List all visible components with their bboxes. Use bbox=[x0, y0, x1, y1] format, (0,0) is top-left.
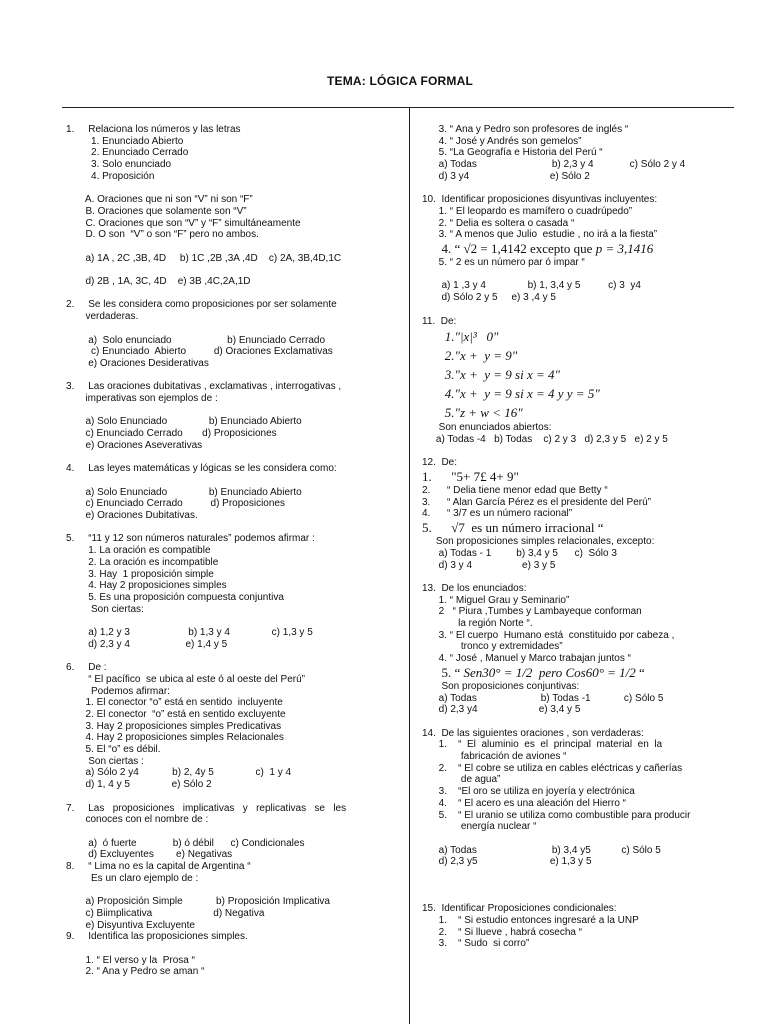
text-line bbox=[66, 884, 388, 896]
q9-continuation bbox=[422, 124, 762, 241]
text-line: a) Todas b) 2,3 y 4 c) Sólo 2 y 4 bbox=[422, 159, 686, 171]
q12-items bbox=[422, 485, 762, 520]
text-line: 1. Relaciona los números y las letras bbox=[66, 124, 241, 135]
text-line: 3. “El oro se utiliza en joyería y electrónica bbox=[422, 786, 635, 798]
text-line: a) Todas b) Todas -1 c) Sólo 5 bbox=[422, 692, 664, 704]
text-line: a) Todas b) 3,4 y5 c) Sólo 5 bbox=[422, 844, 661, 856]
text-line: d) 2B , 1A, 3C, 4D e) 3B ,4C,2A,1D bbox=[66, 276, 251, 288]
text-line: Son ciertas: bbox=[66, 603, 144, 615]
text-line bbox=[66, 826, 388, 838]
text-line: 1. “ Miguel Grau y Seminario” bbox=[422, 594, 570, 606]
text-line bbox=[422, 716, 762, 728]
text-line: 4."x + y = 9 si x = 4 y y = 5" bbox=[422, 386, 600, 402]
q10-answers bbox=[422, 257, 762, 327]
text-line: d) 1, 4 y 5 e) Sólo 2 bbox=[66, 779, 212, 791]
text-line: 15. Identificar Proposiciones condicionales: bbox=[422, 903, 617, 915]
text-line: 2."x + y = 9" bbox=[422, 348, 518, 364]
q12-item-5: 5. √7 es un número irracional “ bbox=[422, 520, 604, 536]
text-line: de agua” bbox=[422, 774, 501, 786]
text-line bbox=[422, 269, 762, 281]
q12-item-1: 1. "5+ 7£ 4+ 9" bbox=[422, 469, 519, 484]
q11-answers bbox=[422, 422, 762, 469]
text-line: 2. “ Ana y Pedro se aman “ bbox=[66, 966, 205, 978]
text-line: a) Solo enunciado b) Enunciado Cerrado bbox=[66, 334, 326, 346]
left-column bbox=[66, 124, 388, 978]
text-line bbox=[422, 833, 762, 845]
text-line bbox=[422, 446, 762, 458]
text-line: a) 1 ,3 y 4 b) 1, 3,4 y 5 c) 3 y4 bbox=[422, 280, 641, 292]
text-line: la región Norte “. bbox=[422, 618, 533, 630]
text-line: a) Proposición Simple b) Proposición Implicativa bbox=[66, 896, 330, 908]
text-line: c) Enunciado Cerrado d) Proposiciones bbox=[66, 498, 285, 510]
text-line: C. Oraciones que son “V” y “F” simultáneamente bbox=[66, 217, 301, 229]
right-column bbox=[422, 124, 762, 950]
text-line: a) Sólo 2 y4 b) 2, 4y 5 c) 1 y 4 bbox=[66, 767, 292, 779]
text-line: 1. “ El verso y la Prosa “ bbox=[66, 954, 195, 966]
text-line: 4. “ El acero es una aleación del Hierro “ bbox=[422, 797, 626, 809]
q12-q13-items bbox=[422, 536, 762, 665]
text-line bbox=[66, 615, 388, 627]
text-line: 5. Es una proposición compuesta conjuntiva bbox=[66, 591, 284, 603]
text-line: “ El pacífico se ubica al este ó al oeste del Perú” bbox=[66, 673, 306, 685]
text-line bbox=[422, 183, 762, 195]
text-line: 3. Hay 1 proposición simple bbox=[66, 568, 214, 580]
text-line: d) 2,3 y 4 e) 1,4 y 5 bbox=[66, 638, 228, 650]
text-line: Son enunciados abiertos: bbox=[422, 422, 552, 434]
text-line bbox=[66, 288, 388, 300]
column-divider bbox=[409, 107, 410, 1024]
text-line: a) ó fuerte b) ó débil c) Condicionales bbox=[66, 837, 305, 849]
header-rule bbox=[62, 107, 734, 108]
text-line: a) Todas -4 b) Todas c) 2 y 3 d) 2,3 y 5 e) 2 y 5 bbox=[422, 433, 668, 445]
text-line: 1. “ El leopardo es mamífero o cuadrúpedo” bbox=[422, 205, 633, 217]
text-line: d) Excluyentes e) Negativas bbox=[66, 849, 233, 861]
text-line: a) Solo Enunciado b) Enunciado Abierto bbox=[66, 486, 302, 498]
q14-q15-items bbox=[422, 681, 762, 950]
text-line: c) Biimplicativa d) Negativa bbox=[66, 907, 265, 919]
page-title: TEMA: LÓGICA FORMAL bbox=[326, 74, 473, 88]
text-line: 2. La oración es incompatible bbox=[66, 556, 219, 568]
text-line: 12. De: bbox=[422, 457, 458, 469]
text-line: 2 “ Piura ,Tumbes y Lambayeque conforman bbox=[422, 606, 642, 618]
text-line: fabricación de aviones “ bbox=[422, 751, 567, 763]
text-line: 3. “ El cuerpo Humano está constituido por cabeza , bbox=[422, 629, 675, 641]
text-line bbox=[422, 891, 762, 903]
text-line bbox=[66, 943, 388, 955]
text-line: 4. “ 3/7 es un número racional” bbox=[422, 508, 573, 520]
text-line: 9. Identifica las proposiciones simples. bbox=[66, 931, 248, 943]
text-line bbox=[66, 475, 388, 487]
text-line bbox=[422, 571, 762, 583]
text-line bbox=[66, 522, 388, 534]
text-line bbox=[66, 370, 388, 382]
text-line bbox=[66, 650, 388, 662]
q10-item-4: 4. “ √2 = 1,4142 excepto que p = 3,1416 bbox=[422, 241, 654, 257]
text-line: 2. Se les considera como proposiciones por ser solamente bbox=[66, 299, 337, 311]
text-line: 3. “ Ana y Pedro son profesores de inglés “ bbox=[422, 124, 629, 135]
text-line: D. O son “V” o son “F” pero no ambos. bbox=[66, 229, 259, 241]
text-line bbox=[66, 241, 388, 253]
text-line: 2. “ Delia es soltera o casada “ bbox=[422, 217, 575, 229]
text-line: 4. “ José y Andrés son gemelos” bbox=[422, 135, 582, 147]
text-line: 7. Las proposiciones implicativas y replicativas se les bbox=[66, 802, 347, 814]
text-line: d) 3 y4 e) Sólo 2 bbox=[422, 170, 590, 182]
text-line: e) Oraciones Aseverativas bbox=[66, 439, 203, 451]
text-line bbox=[66, 452, 388, 464]
text-line: 1. “ Si estudio entonces ingresaré a la UNP bbox=[422, 914, 639, 926]
text-line: 13. De los enunciados: bbox=[422, 582, 527, 594]
text-line bbox=[66, 264, 388, 276]
text-line: Son ciertas : bbox=[66, 755, 144, 767]
text-line: B. Oraciones que solamente son “V” bbox=[66, 205, 247, 217]
text-line: a) 1,2 y 3 b) 1,3 y 4 c) 1,3 y 5 bbox=[66, 627, 313, 639]
text-line: 3. “ A menos que Julio estudie , no irá a la fiesta” bbox=[422, 229, 658, 241]
text-line: 1. “ El aluminio es el principal material en la bbox=[422, 739, 663, 751]
text-line: 2. “ Delia tiene menor edad que Betty “ bbox=[422, 485, 608, 496]
text-line: 10. Identificar proposiciones disyuntivas incluyentes: bbox=[422, 194, 658, 206]
text-line: imperativas son ejemplos de : bbox=[66, 393, 218, 405]
text-line: 5. “11 y 12 son números naturales” podemos afirmar : bbox=[66, 533, 315, 545]
text-line: 3. “ Sudo si corro” bbox=[422, 938, 530, 950]
text-line: tronco y extremidades” bbox=[422, 641, 563, 653]
text-line: 6. De : bbox=[66, 662, 107, 674]
text-line: e) Disyuntiva Excluyente bbox=[66, 919, 195, 931]
text-line bbox=[422, 868, 762, 880]
text-line: 1. Enunciado Abierto bbox=[66, 135, 184, 147]
text-line: verdaderas. bbox=[66, 311, 139, 323]
text-line: 5. “La Geografía e Historia del Perú “ bbox=[422, 147, 603, 159]
text-line: a) Solo Enunciado b) Enunciado Abierto bbox=[66, 416, 302, 428]
text-line: 2. “ Si llueve , habrá cosecha “ bbox=[422, 926, 583, 938]
text-line bbox=[422, 880, 762, 892]
text-line: 4. “ José , Manuel y Marco trabajan juntos “ bbox=[422, 653, 631, 665]
text-line: 1. La oración es compatible bbox=[66, 545, 211, 557]
text-line: Son proposiciones simples relacionales, excepto: bbox=[422, 536, 655, 548]
text-line: e) Oraciones Desiderativas bbox=[66, 357, 209, 369]
text-line: 3."x + y = 9 si x = 4" bbox=[422, 367, 560, 383]
text-line: energía nuclear “ bbox=[422, 821, 537, 833]
text-line: Es un claro ejemplo de : bbox=[66, 872, 199, 884]
text-line bbox=[66, 791, 388, 803]
text-line bbox=[422, 304, 762, 316]
text-line bbox=[66, 323, 388, 335]
text-line: e) Oraciones Dubitativas. bbox=[66, 510, 198, 522]
text-line: conoces con el nombre de : bbox=[66, 814, 209, 826]
text-line: A. Oraciones que ni son “V” ni son “F” bbox=[66, 194, 253, 206]
text-line: d) 2,3 y5 e) 1,3 y 5 bbox=[422, 856, 592, 868]
text-line: 5. “ El uranio se utiliza como combustible para producir bbox=[422, 809, 691, 821]
text-line: 3. Hay 2 proposiciones simples Predicativas bbox=[66, 720, 282, 732]
text-line: 2. “ El cobre se utiliza en cables eléctricas y cañerías bbox=[422, 762, 683, 774]
text-line: 5. “ 2 es un número par ó impar “ bbox=[422, 257, 585, 269]
text-line: 4. Proposición bbox=[66, 170, 155, 182]
text-line: 3. Las oraciones dubitativas , exclamativas , interrogativas , bbox=[66, 381, 342, 393]
text-line bbox=[66, 183, 388, 195]
q11-expressions bbox=[422, 327, 762, 422]
text-line: c) Enunciado Cerrado d) Proposiciones bbox=[66, 428, 277, 440]
text-line: 1. El conector “o” está en sentido incluyente bbox=[66, 697, 283, 709]
text-line: 8. “ Lima no es la capital de Argentina “ bbox=[66, 861, 251, 873]
text-line: 3. Solo enunciado bbox=[66, 159, 172, 171]
text-line: d) Sólo 2 y 5 e) 3 ,4 y 5 bbox=[422, 292, 556, 304]
text-line: 2. El conector “o” está en sentido excluyente bbox=[66, 708, 286, 720]
text-line: d) 2,3 y4 e) 3,4 y 5 bbox=[422, 704, 581, 716]
text-line: 4. Hay 2 proposiciones simples bbox=[66, 580, 227, 592]
text-line: Son proposiciones conjuntivas: bbox=[422, 680, 580, 692]
text-line: 4. Las leyes matemáticas y lógicas se les considera como: bbox=[66, 463, 337, 475]
text-line: a) Todas - 1 b) 3,4 y 5 c) Sólo 3 bbox=[422, 547, 617, 559]
text-line: d) 3 y 4 e) 3 y 5 bbox=[422, 559, 556, 571]
text-line: 4. Hay 2 proposiciones simples Relacionales bbox=[66, 732, 284, 744]
text-line: 14. De las siguientes oraciones , son verdaderas: bbox=[422, 727, 644, 739]
text-line: Podemos afirmar: bbox=[66, 685, 170, 697]
text-line: 2. Enunciado Cerrado bbox=[66, 147, 189, 159]
text-line: 1."|x|³ 0" bbox=[422, 329, 499, 345]
text-line: 3. “ Alan García Pérez es el presidente del Perú” bbox=[422, 496, 652, 508]
text-line bbox=[66, 405, 388, 417]
text-line: a) 1A , 2C ,3B, 4D b) 1C ,2B ,3A ,4D c) 2A, 3B,4D,1C bbox=[66, 252, 342, 264]
text-line: 11. De: bbox=[422, 315, 457, 327]
text-line: c) Enunciado Abierto d) Oraciones Exclamativas bbox=[66, 346, 333, 358]
text-line: 5."z + w < 16" bbox=[422, 405, 523, 421]
text-line: 5. El “o” es débil. bbox=[66, 744, 161, 756]
q13-item-5: 5. “ Sen30° = 1/2 pero Cos60° = 1/2 “ bbox=[422, 664, 645, 680]
